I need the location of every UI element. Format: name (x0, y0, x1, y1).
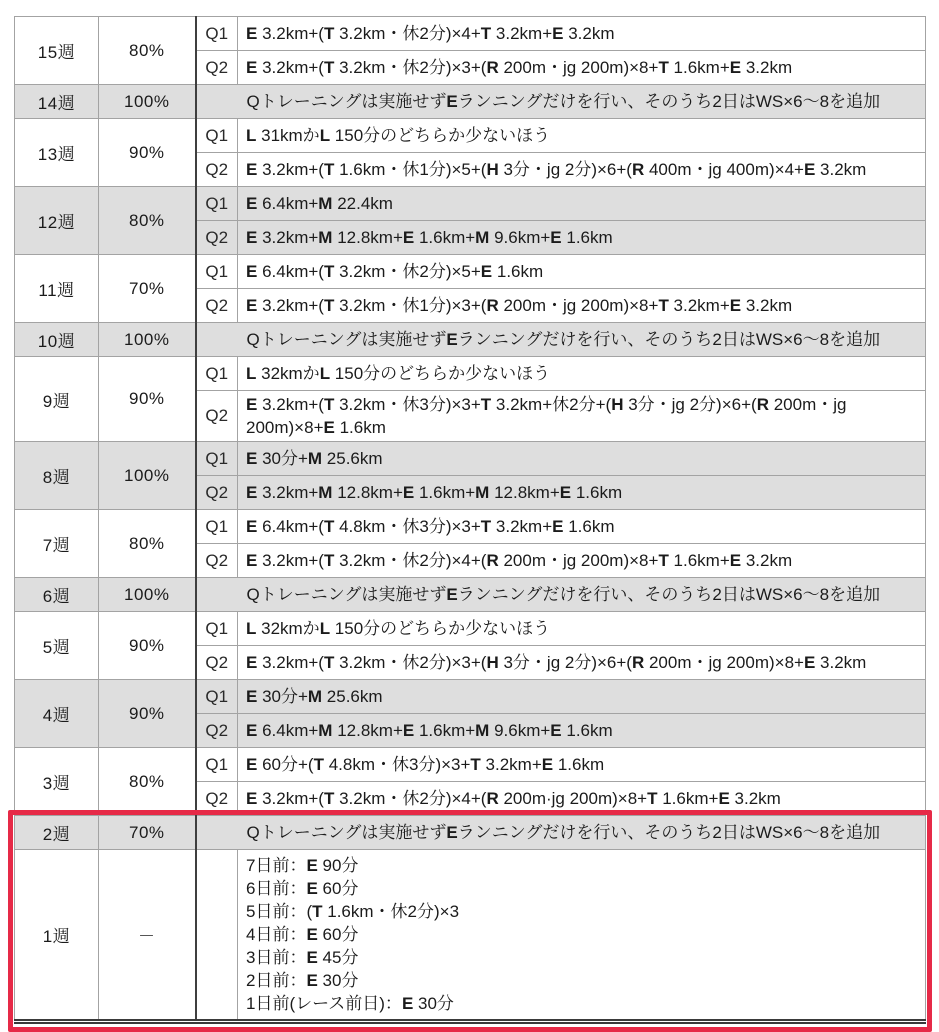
q-label-cell: Q2 (196, 153, 238, 187)
workout-cell: E 30分+M 25.6km (238, 442, 926, 476)
table-row (15, 187, 926, 221)
day-line: 2日前：E 30分 (246, 969, 919, 992)
workout-cell: Qトレーニングは実施せずEランニングだけを行い、そのうち2日はWS×6〜8を追加 (196, 816, 926, 850)
week-cell: 14週 (15, 85, 99, 119)
percent-cell: 80% (99, 17, 196, 85)
workout-cell (238, 850, 926, 1022)
table-row (15, 816, 926, 850)
q-label-cell: Q1 (196, 357, 238, 391)
week-cell: 9週 (15, 357, 99, 442)
workout-cell: E 3.2km+(T 3.2km・休2分)×4+(R 200m・jg 200m)×8+T 1.6km+E 3.2km (238, 544, 926, 578)
workout-cell: E 6.4km+M 12.8km+E 1.6km+M 9.6km+E 1.6km (238, 714, 926, 748)
q-label-cell (196, 850, 238, 1022)
q-label-cell: Q2 (196, 289, 238, 323)
schedule-body (15, 17, 926, 1022)
q-label-cell: Q1 (196, 510, 238, 544)
workout-cell: Qトレーニングは実施せずEランニングだけを行い、そのうち2日はWS×6〜8を追加 (196, 85, 926, 119)
q-label-cell: Q2 (196, 544, 238, 578)
q-label-cell: Q2 (196, 714, 238, 748)
table-row (15, 85, 926, 119)
table-row (15, 612, 926, 646)
workout-cell: E 3.2km+(T 3.2km・休3分)×3+T 3.2km+休2分+(H 3分・jg 2分)×6+(R 200m・jg 200m)×8+E 1.6km (238, 391, 926, 442)
week-cell: 4週 (15, 680, 99, 748)
day-line: 1日前(レース前日)：E 30分 (246, 992, 919, 1015)
workout-cell: E 6.4km+M 22.4km (238, 187, 926, 221)
q-label-cell: Q1 (196, 255, 238, 289)
workout-cell: E 3.2km+(T 3.2km・休2分)×3+(R 200m・jg 200m)×8+T 1.6km+E 3.2km (238, 51, 926, 85)
q-label-cell: Q1 (196, 748, 238, 782)
day-line: 3日前：E 45分 (246, 946, 919, 969)
workout-cell: E 3.2km+(T 3.2km・休2分)×4+T 3.2km+E 3.2km (238, 17, 926, 51)
percent-cell: － (99, 850, 196, 1022)
q-label-cell: Q1 (196, 680, 238, 714)
workout-cell: L 32kmかL 150分のどちらか少ないほう (238, 612, 926, 646)
table-row (15, 442, 926, 476)
percent-cell: 70% (99, 816, 196, 850)
table-row (15, 680, 926, 714)
week-cell: 6週 (15, 578, 99, 612)
q-label-cell: Q1 (196, 187, 238, 221)
q-label-cell: Q1 (196, 119, 238, 153)
day-line: 5日前：(T 1.6km・休2分)×3 (246, 900, 919, 923)
workout-cell: L 32kmかL 150分のどちらか少ないほう (238, 357, 926, 391)
workout-cell: E 6.4km+(T 3.2km・休2分)×5+E 1.6km (238, 255, 926, 289)
percent-cell: 80% (99, 187, 196, 255)
workout-cell: E 3.2km+M 12.8km+E 1.6km+M 12.8km+E 1.6km (238, 476, 926, 510)
day-line: 6日前：E 60分 (246, 877, 919, 900)
week-cell: 15週 (15, 17, 99, 85)
workout-cell: E 3.2km+M 12.8km+E 1.6km+M 9.6km+E 1.6km (238, 221, 926, 255)
table-row (15, 510, 926, 544)
week-cell: 5週 (15, 612, 99, 680)
q-label-cell: Q1 (196, 442, 238, 476)
week-cell: 12週 (15, 187, 99, 255)
percent-cell: 90% (99, 612, 196, 680)
table-row (15, 578, 926, 612)
workout-cell: Qトレーニングは実施せずEランニングだけを行い、そのうち2日はWS×6〜8を追加 (196, 323, 926, 357)
percent-cell: 80% (99, 748, 196, 816)
week-cell: 7週 (15, 510, 99, 578)
week-cell: 8週 (15, 442, 99, 510)
training-schedule-table (14, 16, 926, 1024)
workout-cell: L 31kmかL 150分のどちらか少ないほう (238, 119, 926, 153)
table-row (15, 850, 926, 1022)
table-row (15, 255, 926, 289)
day-line: 4日前：E 60分 (246, 923, 919, 946)
workout-cell: Qトレーニングは実施せずEランニングだけを行い、そのうち2日はWS×6〜8を追加 (196, 578, 926, 612)
q-label-cell: Q1 (196, 17, 238, 51)
week-cell: 1週 (15, 850, 99, 1022)
table-row (15, 323, 926, 357)
week-cell: 10週 (15, 323, 99, 357)
week-cell: 11週 (15, 255, 99, 323)
week-cell: 3週 (15, 748, 99, 816)
q-label-cell: Q2 (196, 221, 238, 255)
percent-cell: 90% (99, 680, 196, 748)
workout-cell: E 30分+M 25.6km (238, 680, 926, 714)
percent-cell: 90% (99, 357, 196, 442)
percent-cell: 100% (99, 85, 196, 119)
percent-cell: 100% (99, 578, 196, 612)
percent-cell: 100% (99, 442, 196, 510)
q-label-cell: Q2 (196, 391, 238, 442)
q-label-cell: Q2 (196, 782, 238, 816)
q-label-cell: Q2 (196, 51, 238, 85)
workout-cell: E 3.2km+(T 3.2km・休2分)×4+(R 200m·jg 200m)×8+T 1.6km+E 3.2km (238, 782, 926, 816)
workout-cell: E 3.2km+(T 1.6km・休1分)×5+(H 3分・jg 2分)×6+(R 400m・jg 400m)×4+E 3.2km (238, 153, 926, 187)
q-label-cell: Q1 (196, 612, 238, 646)
week-cell: 13週 (15, 119, 99, 187)
percent-cell: 80% (99, 510, 196, 578)
workout-cell: E 60分+(T 4.8km・休3分)×3+T 3.2km+E 1.6km (238, 748, 926, 782)
table-row (15, 748, 926, 782)
workout-cell: E 3.2km+(T 3.2km・休1分)×3+(R 200m・jg 200m)×8+T 3.2km+E 3.2km (238, 289, 926, 323)
q-label-cell: Q2 (196, 476, 238, 510)
table-row (15, 17, 926, 51)
percent-cell: 100% (99, 323, 196, 357)
percent-cell: 70% (99, 255, 196, 323)
q-label-cell: Q2 (196, 646, 238, 680)
workout-cell: E 3.2km+(T 3.2km・休2分)×3+(H 3分・jg 2分)×6+(R 200m・jg 200m)×8+E 3.2km (238, 646, 926, 680)
percent-cell: 90% (99, 119, 196, 187)
table-row (15, 357, 926, 391)
day-line: 7日前：E 90分 (246, 854, 919, 877)
workout-cell: E 6.4km+(T 4.8km・休3分)×3+T 3.2km+E 1.6km (238, 510, 926, 544)
week-cell: 2週 (15, 816, 99, 850)
table-row (15, 119, 926, 153)
